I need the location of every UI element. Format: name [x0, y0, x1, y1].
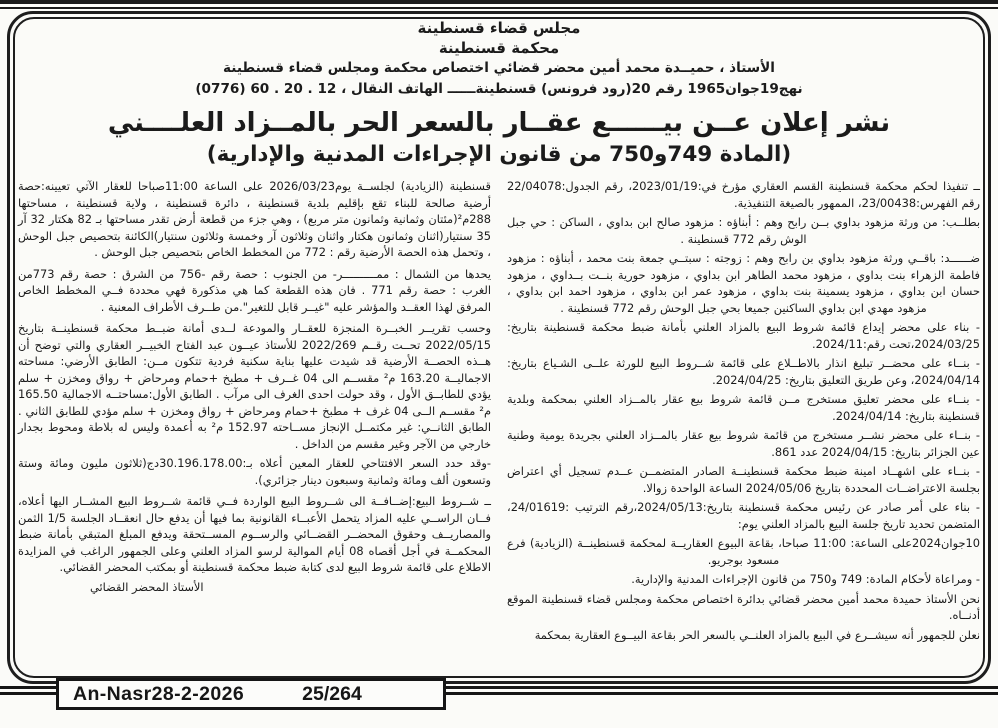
- notice-title-line-1: نشر إعلان عــن بيــــــع عقــار بالسعر الحر بالمــزاد العلــــني: [107, 108, 891, 138]
- para-session-date: 10جوان2024على الساعة: 11:00 صباحا، بقاعة البيوع العقاريــة لمحكمة قسنطينــة (الزيادية) فرع مسعود بوجريو.: [507, 536, 981, 567]
- top-double-rule: [0, 0, 998, 9]
- para-boundaries: يحدها من الشمال : ممــــــــــر- من الجنوب : حصة رقم -756 من الشرق : حصة رقم 773من الغرب : حصة رقم 771 . فان هذه القطعة كما هي مذكورة فهي محددة فــي المخطط الخاص المرفق لهذا العقــد والمؤشر عليه "غيــر قابل للتغير".من طــرف الأطراف المعنية .: [18, 266, 491, 314]
- para-respondents: ضــــــد: باقــي ورثة مزهود بداوي بن رابح وهم : زوجته : سبتــي جمعة بنت محمد ، أبناؤه : مزهود فاطمة الزهراء بنت بداوي ، مزهود محمد الطاهر ابن بداوي ، مزهود حورية بنــت بــداوي ، مزهود حسان ابن بداوي ، مزهود يسمينة بنت بداوي ، مزهود عمر ابن بداوي ، مزهود احمد ابن بداوي ، مزهود مهدي ابن بداوي الساكنين جميعا بحي جبل الوحش رقم 772 قسنطينة .: [507, 251, 980, 315]
- para-bailiff-declaration: نحن الأستاذ حميدة محمد أمين محضر قضائي بدائرة اختصاص محكمة ومجلس قضاء قسنطينة الموقع أدنــاه.: [507, 591, 980, 622]
- body-column-right: [507, 178, 980, 646]
- para-petitioner: بطلــب: من ورثة مزهود بداوي بــن رابح وهم : أبناؤه : مزهود صالح ابن بداوي ، الساكن : حي جبل الوش رقم 772 قسنطينة .: [507, 215, 980, 246]
- footer-journal-box: [56, 678, 446, 710]
- para-announcement-start: نعلن للجمهور أنه سيشــرع في البيع بالمزاد العلنــي بالسعر الحر بقاعة البيــوع العقارية بمحكمة: [534, 627, 980, 642]
- body-column-left: [18, 178, 491, 646]
- court-header: [18, 18, 980, 100]
- header-council-line: مجلس قضاء قسنطينة: [417, 19, 581, 37]
- para-deposit-report: - بناء على محضر إيداع قائمة شروط البيع بالمزاد العلني بأمانة ضبط محكمة قسنطينة بتاريخ: 2024/03/25،تحت رقم:2024/11.: [507, 320, 980, 351]
- notice-title-line-2: (المادة 749و750 من قانون الإجراءات المدنية والإدارية): [206, 142, 792, 167]
- para-no-objection: - بنــاء على اشهــاد امينة ضبط محكمة قسنطينــة الصادر المتضمــن عــدم تسجيل أي اعتراض بجلسة الاعتراضــات المحددة بتاريخ 2024/05/06 الساعة الواحدة زوالا.: [507, 464, 980, 495]
- signature-line: الأستاذ المحضر القضائي: [90, 579, 204, 594]
- body-columns: [18, 178, 980, 646]
- para-notification-report: - بنــاء على محضــر تبليغ انذار بالاطــلاع على قائمة شــروط البيع للورثة علــى الشـياع بتاريخ: 2024/04/14، وعن طريق التعليق بتاريخ: 2024/04/25.: [507, 356, 980, 387]
- para-sale-conditions: ــ شــروط البيع:إضــافــة الى شــروط البيع الواردة فــي قائمة شــروط البيع المشــار اليها أعلاه، فــان الراســي عليه المزاد يتحمل الأعبــاء القانونية بما فيها أن يدفع حال انعقــاد الجلسة 1/5 الثمن والمصاريــف وحقوق المحضــر القضــائي والرســوم المســتحقة ويدفع المبلغ المتبقي بأمانة ضبط المحكمــة في أجل أقصاه 08 أيام الموالية لرسو المزاد العلني وعلى الجمهور الراغب في المزايدة الاطلاع على قائمة شروط البيع لدى كتابة ضبط محكمة قسنطينة أو بمكتب المحضر القضائي.: [18, 494, 491, 574]
- para-publication-report: - بنــاء على محضر نشــر مستخرج من قائمة شروط بيع عقار بالمــزاد العلني بجريدة يومية وطنية عين الجزائر بتاريخ: 2024/04/15 عدد 861.: [507, 428, 980, 459]
- journal-name-date: An-Nasr28-2-2026: [73, 682, 245, 705]
- para-posting-report: - بنــاء على محضر تعليق مستخرج مــن قائمة شروط بيع عقار بالمــزاد العلني بمحكمة وبلدية قسنطينة بتاريخ: 2024/04/14.: [507, 392, 980, 423]
- para-judgment-ref: ــ تنفيذا لحكم محكمة قسنطينة القسم العقاري مؤرخ في:2023/01/19، رقم الجدول:22/04078 رقم الفهرس:23/00438، الممهور بالصيغة التنفيذية.: [507, 179, 980, 210]
- para-articles-ref: - ومراعاة لأحكام المادة: 749 و750 من قانون الإجراءات المدنية والإدارية.: [631, 572, 980, 586]
- header-court-line: محكمة قسنطينة: [438, 39, 560, 57]
- para-session-order: - بناء على أمر صادر عن رئيس محكمة قسنطينة بتاريخ:2024/05/13،رقم الترتيب :24/01619، المتضمن تحديد تاريخ جلسة البيع بالمزاد العلني يوم:: [507, 500, 980, 531]
- header-address-phone-line: نهج19جوان1965 رقم 20(رود فرونس) قسنطينةــــــ الهاتف النقال ، 12 . 20 . 60 (0776): [195, 81, 803, 97]
- para-property-description: قسنطينة (الزيادية) لجلســة يوم2026/03/23 على الساعة 11:00صباحا للعقار الآتي تعيينه:حصة أرضية صالحة للبناء تقع بإقليم بلدية قسنطينة ، دائرة قسنطينة ، ولاية قسنطينة ، مساحتها 288م²(مئتان وثمانية وثمانون متر مربع) ، وهي جزء من قطعة أرض تقدر مساحتها بـ 82 هكتار 32 آر 35 سنتيار(اثنان وثمانون هكتار واثنان وثلاثون آر وخمسة وثلاثون سنتيار)الكائنة بتحصيص جبل الوحش ، وتحمل هذه الحصة الأرضية رقم : 772 من المخطط الخاص بتحصيص جبل الوحش .: [18, 179, 491, 259]
- para-opening-price: -وقد حدد السعر الافتتاحي للعقار المعين أعلاه بـ:30.196.178.00دج(ثلاثون مليون ومائة وستة وتسعون ألف ومائة وثمانية وسبعون دينار جزائري).: [18, 456, 491, 487]
- header-bailiff-line: الأستاذ ، حميــدة محمد أمين محضر قضائي اختصاص محكمة ومجلس قضاء قسنطينة: [223, 60, 775, 76]
- notice-content: [18, 18, 980, 646]
- para-expert-report: وحسب تقريــر الخبــرة المنجزة للعقــار والمودعة لــدى أمانة ضبــط محكمة قسنطينــة بتاريخ 2022/05/15 تحــت رقــم 2022/269 للأستاذ عيــون عبد الفتاح الخبيــر العقاري والتي توضح أن هــذه الحصــة الأرضية قد شيدت عليها بناية سكنية فردية تتكون مــن: الطابق الأرضي: مساحته الاجماليــة 163.20 م² مقســم الى 04 غــرف + مطبخ +حمام ومرحاض + رواق ومخزن + سلم يؤدي للطابــق الأول ، وقد حولت احدى الغرف الى مرآب . الطابق الأول:مساحتــه الاجمالية 165.50 م² مقســم الــى 04 غرف + مطبخ +حمام ومرحاض + رواق ومخزن + سلم مؤدي للطابق الثاني . الطابق الثانــي: غير مكتمــل الإنجاز مســاحته 152.97 م² به أعمدة وليس له بلاطة ومحوط بجدار خارجي من الآجر وغير مقسم من الداخل .: [18, 321, 491, 451]
- page-reference: 25/264: [302, 682, 362, 705]
